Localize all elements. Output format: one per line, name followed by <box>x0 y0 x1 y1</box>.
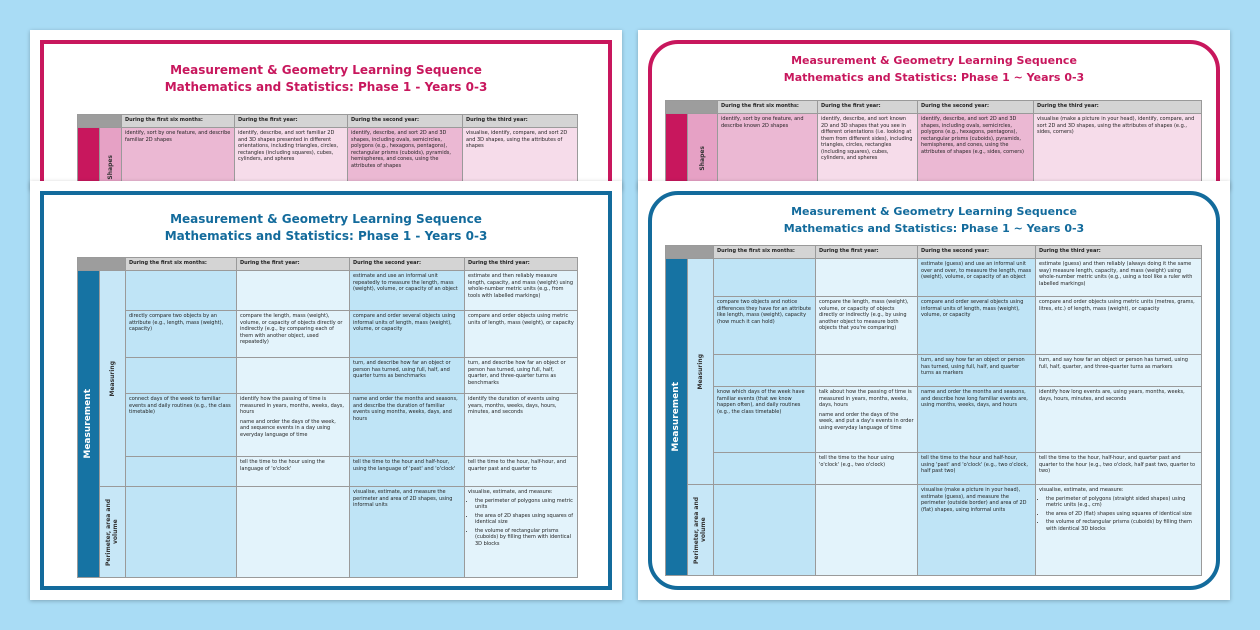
table-cell <box>126 457 237 487</box>
title-line-2: Mathematics and Statistics: Phase 1 ~ Years 0-3 <box>783 222 1085 235</box>
list-item: • the volume of rectangular prisms (cuboids) by filling them with identical 3D blocks <box>475 528 574 548</box>
header-first-year: During the first year: <box>237 258 350 271</box>
learning-sequence-table <box>665 100 1202 190</box>
worksheet-title <box>30 211 622 245</box>
table-cell: estimate and use an informal unit repeatedly to measure the length, mass (weight), volume, or capacity of an object <box>350 271 465 311</box>
header-first-six-months: During the first six months: <box>122 115 235 128</box>
header-first-year: During the first year: <box>816 246 918 259</box>
list-item: • the perimeter of polygons using metric units <box>475 498 574 511</box>
table-cell: identify the duration of events using years, months, weeks, days, hours, minutes, and seconds <box>465 394 578 457</box>
table-row <box>666 355 1202 387</box>
table-cell: visualise (make a picture in your head), identify, compare, and sort 2D and 3D shapes, using the attributes of shapes (e.g., sides, corners) <box>1034 114 1202 191</box>
table-cell <box>237 394 350 457</box>
table-cell: compare the length, mass (weight), volume, or capacity of objects directly or indirectly (e.g., by comparing each of them with another object, used repeatedly) <box>237 311 350 358</box>
table-cell <box>816 259 918 297</box>
header-row <box>78 258 578 271</box>
table-row <box>78 457 578 487</box>
table-cell: compare and order several objects using informal units of length, mass (weight), volume, or capacity <box>350 311 465 358</box>
title-line-1: Measurement & Geometry Learning Sequence <box>791 205 1077 218</box>
header-third-year: During the third year: <box>1034 101 1202 114</box>
learning-sequence-table <box>77 257 578 578</box>
header-third-year: During the third year: <box>463 115 578 128</box>
title-line-2: Mathematics and Statistics: Phase 1 ~ Years 0-3 <box>783 71 1085 84</box>
header-third-year: During the third year: <box>1036 246 1202 259</box>
cell-text: identify how the passing of time is measured in years, months, weeks, days, hours <box>240 396 344 415</box>
header-corner <box>78 115 122 128</box>
table-cell: turn, and describe how far an object or person has turned, using full, half, quarter, and three-quarter turns as benchmarks <box>465 358 578 394</box>
table-cell <box>237 271 350 311</box>
header-first-year: During the first year: <box>235 115 348 128</box>
table-cell: estimate (guess) and use an informal unit over and over, to measure the length, mass (weight), volume, or capacity of an object <box>918 259 1036 297</box>
strand-measurement: Measurement <box>82 389 93 459</box>
title-line-1: Measurement & Geometry Learning Sequence <box>170 63 482 77</box>
table-cell: turn, and say how far an object or person has turned, using full, half, and quarter turns as markers <box>918 355 1036 387</box>
table-cell: compare and order objects using metric units (metres, grams, litres, etc.) of length, mass (weight), or capacity <box>1036 297 1202 355</box>
table-cell: compare and order objects using metric units of length, mass (weight), or capacity <box>465 311 578 358</box>
sub-strand-cell <box>688 485 714 576</box>
worksheet-preview-bottom-right <box>638 181 1230 600</box>
list-item: • the perimeter of polygons (straight sided shapes) using metric units (e.g., cm) <box>1046 496 1198 509</box>
cell-text: name and order the days of the week, and sequence events in a day using everyday language of time <box>240 418 336 438</box>
table-cell: tell the time to the hour using 'o'clock' (e.g., two o'clock) <box>816 453 918 485</box>
strand-cell <box>666 259 688 576</box>
sub-strand-cell <box>100 487 126 578</box>
table-cell <box>816 387 918 453</box>
table-cell <box>126 358 237 394</box>
header-second-year: During the second year: <box>348 115 463 128</box>
sub-strand-shapes: Shapes <box>698 146 706 171</box>
table-cell: tell the time to the hour using the language of 'o'clock' <box>237 457 350 487</box>
table-row <box>78 394 578 457</box>
table-cell: identify, describe, and sort 2D and 3D shapes, including ovals, semicircles, polygons (e.g., hexagons, pentagons), rectangular prisms (cuboids), pyramids, hemispheres, and cones, using the attributes of shapes <box>348 128 463 191</box>
strand-measurement: Measurement <box>670 382 681 452</box>
cell-text: visualise, estimate, and measure: <box>468 489 553 495</box>
table-row <box>666 114 1202 191</box>
list-item: • the area of 2D shapes using squares of identical size <box>475 513 574 526</box>
table-cell <box>237 358 350 394</box>
sub-strand-shapes: Shapes <box>106 155 114 180</box>
cell-text: talk about how the passing of time is measured in years, months, weeks, days, hours <box>819 389 912 408</box>
header-first-six-months: During the first six months: <box>718 101 818 114</box>
table-cell: visualise (make a picture in your head), estimate (guess), and measure the perimeter (outside border) and area of 2D (flat) shapes, using informal units <box>918 485 1036 576</box>
table-cell: identify, describe, and sort known 2D and 3D shapes that you see in different orientations (i.e. looking at them from different sides), including triangles, circles, rectangles (including squares), cubes, cylinders, and spheres <box>818 114 918 191</box>
table-cell: identify how long events are, using years, months, weeks, days, hours, minutes, and seconds <box>1036 387 1202 453</box>
table-row <box>78 487 578 578</box>
worksheet-title <box>30 62 622 96</box>
table-cell: compare two objects and notice differences they have for an attribute like length, mass (weight), capacity (how much it can hold) <box>714 297 816 355</box>
title-line-2: Mathematics and Statistics: Phase 1 - Years 0-3 <box>164 80 488 94</box>
sub-strand-cell <box>100 271 126 487</box>
sub-strand-measuring: Measuring <box>696 353 704 390</box>
sub-strand-perimeter: Perimeter, area and volume <box>693 496 708 564</box>
table-cell: visualise, estimate, and measure the perimeter and area of 2D shapes, using informal units <box>350 487 465 578</box>
table-cell <box>714 355 816 387</box>
strand-cell <box>78 271 100 578</box>
table-row <box>666 259 1202 297</box>
table-cell: tell the time to the hour and half-hour, using 'past' and 'o'clock' (e.g., two o'clock, half past two) <box>918 453 1036 485</box>
table-row <box>666 297 1202 355</box>
header-row <box>666 101 1202 114</box>
learning-sequence-table <box>77 114 578 190</box>
header-third-year: During the third year: <box>465 258 578 271</box>
header-first-year: During the first year: <box>818 101 918 114</box>
table-cell: compare the length, mass (weight), volume, or capacity of objects directly or indirectly (e.g., by using another object to measure both objects that you're comparing) <box>816 297 918 355</box>
table-cell <box>816 485 918 576</box>
title-line-2: Mathematics and Statistics: Phase 1 - Years 0-3 <box>164 229 488 243</box>
worksheet-preview-top-right <box>638 30 1230 190</box>
table-row <box>78 358 578 394</box>
table-cell <box>714 259 816 297</box>
header-corner <box>666 101 718 114</box>
table-row <box>666 387 1202 453</box>
header-second-year: During the second year: <box>918 101 1034 114</box>
table-cell: connect days of the week to familiar events and daily routines (e.g., the class timetable) <box>126 394 237 457</box>
header-corner <box>666 246 714 259</box>
table-cell: estimate and then reliably measure length, capacity, and mass (weight) using whole-number metric units (e.g., from tools with labelled markings) <box>465 271 578 311</box>
table-cell: compare and order several objects using informal units of length, mass (weight), volume, or capacity <box>918 297 1036 355</box>
worksheet-title <box>638 52 1230 86</box>
worksheet-preview-bottom-left <box>30 181 622 600</box>
header-second-year: During the second year: <box>918 246 1036 259</box>
table-cell: turn, and say how far an object or person has turned, using full, half, quarter, and three-quarter turns as markers <box>1036 355 1202 387</box>
worksheet-preview-top-left <box>30 30 622 190</box>
cell-text: name and order the days of the week, and put a day's events in order using everyday language of time <box>819 411 914 431</box>
table-cell: identify, describe, and sort familiar 2D and 3D shapes presented in different orientations, including triangles, circles, rectangles (including squares), cubes, cylinders, and spheres <box>235 128 348 191</box>
list-item: • the volume of rectangular prisms (cuboids) by filling them with identical 3D blocks <box>1046 519 1198 532</box>
table-cell <box>714 453 816 485</box>
header-first-six-months: During the first six months: <box>714 246 816 259</box>
bullet-list <box>468 498 574 548</box>
table-cell <box>126 487 237 578</box>
list-item: • the area of 2D (flat) shapes using squares of identical size <box>1046 511 1198 518</box>
learning-sequence-table <box>665 245 1202 576</box>
table-cell: turn, and describe how far an object or person has turned, using full, half, and quarter turns as benchmarks <box>350 358 465 394</box>
table-cell: identify, sort by one feature, and describe known 2D shapes <box>718 114 818 191</box>
table-row <box>78 311 578 358</box>
table-cell: tell the time to the hour, half-hour, and quarter past and quarter to the hour (e.g., two o'clock, half past two, quarter to two) <box>1036 453 1202 485</box>
table-row <box>666 485 1202 576</box>
header-row <box>666 246 1202 259</box>
table-cell <box>1036 485 1202 576</box>
bullet-list <box>1039 496 1198 533</box>
cell-text: visualise, estimate, and measure: <box>1039 487 1124 493</box>
title-line-1: Measurement & Geometry Learning Sequence <box>170 212 482 226</box>
table-cell: name and order the months and seasons, and describe the duration of familiar events using months, weeks, days, and hours <box>350 394 465 457</box>
header-corner <box>78 258 126 271</box>
header-row <box>78 115 578 128</box>
table-cell: name and order the months and seasons, and describe how long familiar events are, using months, weeks, days, and hours <box>918 387 1036 453</box>
table-row <box>78 271 578 311</box>
table-cell: directly compare two objects by an attribute (e.g., length, mass (weight), capacity) <box>126 311 237 358</box>
table-cell <box>126 271 237 311</box>
table-cell: tell the time to the hour, half-hour, and quarter past and quarter to <box>465 457 578 487</box>
table-cell: know which days of the week have familiar events (that we know happen often), and daily routines (e.g., the class timetable) <box>714 387 816 453</box>
table-row <box>666 453 1202 485</box>
table-cell <box>816 355 918 387</box>
table-cell <box>237 487 350 578</box>
sub-strand-perimeter: Perimeter, area and volume <box>105 498 120 566</box>
sub-strand-cell <box>688 259 714 485</box>
strand-cell <box>666 114 688 191</box>
title-line-1: Measurement & Geometry Learning Sequence <box>791 54 1077 67</box>
sub-strand-measuring: Measuring <box>108 360 116 397</box>
sub-strand-cell <box>688 114 718 191</box>
table-cell: identify, describe, and sort 2D and 3D shapes, including ovals, semicircles, polygons (e.g., hexagons, pentagons), rectangular prisms (cuboids), pyramids, hemispheres, and cones, using the attributes of shapes (e.g., sides, corners) <box>918 114 1034 191</box>
table-cell: estimate (guess) and then reliably (always doing it the same way) measure length, capacity, and mass (weight) using whole-number metric units (e.g., using a tool like a ruler with labelled markings) <box>1036 259 1202 297</box>
table-cell <box>714 485 816 576</box>
table-cell <box>465 487 578 578</box>
table-cell: identify, sort by one feature, and describe familiar 2D shapes <box>122 128 235 191</box>
table-cell: tell the time to the hour and half-hour, using the language of 'past' and 'o'clock' <box>350 457 465 487</box>
table-cell: visualise, identify, compare, and sort 2D and 3D shapes, using the attributes of shapes <box>463 128 578 191</box>
header-first-six-months: During the first six months: <box>126 258 237 271</box>
worksheet-title <box>638 203 1230 237</box>
header-second-year: During the second year: <box>350 258 465 271</box>
